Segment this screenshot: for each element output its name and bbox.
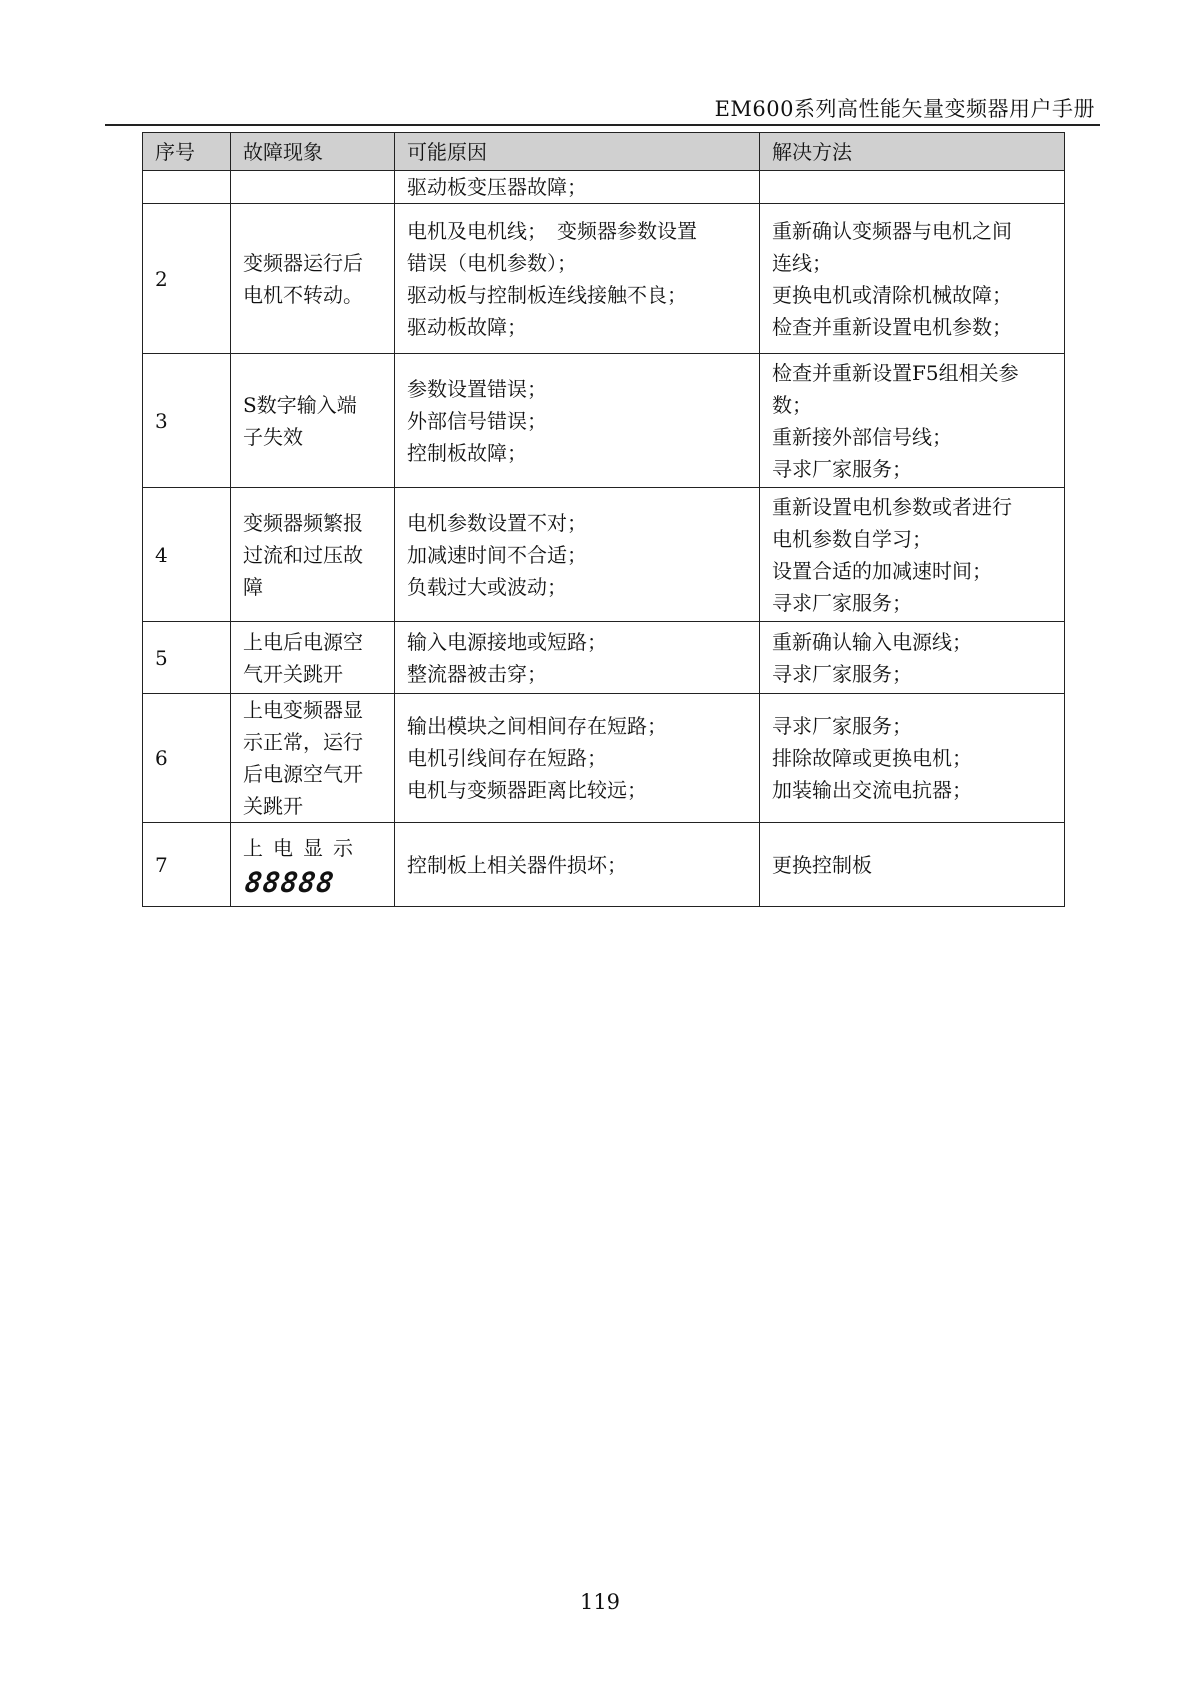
solution-line: 更换控制板 xyxy=(772,852,872,877)
col-header-no: 序号 xyxy=(143,133,231,171)
row-symptom xyxy=(231,354,395,488)
row-solutions xyxy=(760,171,1065,204)
manual-title: EM600系列高性能矢量变频器用户手册 xyxy=(714,97,1095,121)
solution-line: 数； xyxy=(772,392,812,417)
table-row xyxy=(143,354,1065,488)
cause-line: 输出模块之间相间存在短路； xyxy=(407,714,667,738)
symptom-line: 上电显示 xyxy=(243,835,363,860)
solution-line: 寻求厂家服务； xyxy=(772,661,912,686)
table-row xyxy=(143,488,1065,622)
row-causes xyxy=(395,694,760,823)
cause-line: 控制板上相关器件损坏； xyxy=(407,852,627,877)
seven-segment-display: 88888 xyxy=(242,865,337,899)
symptom-line: 变频器频繁报 xyxy=(243,510,363,535)
cause-line: 电机与变频器距离比较远； xyxy=(407,778,647,802)
col-header-causes: 可能原因 xyxy=(395,133,760,171)
table-row xyxy=(143,823,1065,907)
row-solutions xyxy=(760,694,1065,823)
symptom-line: 过流和过压故 xyxy=(243,542,363,567)
symptom-line: 电机不转动。 xyxy=(243,282,363,307)
solution-line: 更换电机或清除机械故障； xyxy=(772,282,1012,307)
row-symptom xyxy=(231,204,395,354)
row-no: 4 xyxy=(143,488,231,622)
solution-line: 寻求厂家服务； xyxy=(772,590,912,615)
table-row xyxy=(143,622,1065,694)
symptom-line: 上电后电源空 xyxy=(243,629,363,654)
solution-line: 重新设置电机参数或者进行 xyxy=(772,494,1012,519)
symptom-line: 障 xyxy=(243,574,263,599)
solution-line: 排除故障或更换电机； xyxy=(772,746,972,770)
solution-line: 重新接外部信号线； xyxy=(772,424,952,449)
cause-line: 驱动板变压器故障； xyxy=(407,175,587,199)
row-solutions xyxy=(760,204,1065,354)
symptom-line: 变频器运行后 xyxy=(243,250,363,275)
row-solutions xyxy=(760,354,1065,488)
row-no xyxy=(143,171,231,204)
symptom-line: 子失效 xyxy=(243,424,303,449)
solution-line: 寻求厂家服务； xyxy=(772,714,912,738)
row-solutions xyxy=(760,622,1065,694)
cause-line: 驱动板故障； xyxy=(407,314,527,339)
header-divider xyxy=(105,124,1100,126)
row-symptom xyxy=(231,622,395,694)
symptom-line: 后电源空气开 xyxy=(243,762,363,786)
solution-line: 寻求厂家服务； xyxy=(772,456,912,481)
solution-line: 连线； xyxy=(772,250,832,275)
cause-line: 控制板故障； xyxy=(407,440,527,465)
cause-line: 驱动板与控制板连线接触不良； xyxy=(407,282,687,307)
row-symptom xyxy=(231,694,395,823)
cause-line: 外部信号错误； xyxy=(407,408,547,433)
row-causes xyxy=(395,171,760,204)
symptom-line: 上电变频器显 xyxy=(243,698,363,722)
row-no: 2 xyxy=(143,204,231,354)
cause-line: 电机及电机线； 变频器参数设置 xyxy=(407,218,697,243)
row-symptom xyxy=(231,823,395,907)
row-symptom xyxy=(231,171,395,204)
solution-line: 检查并重新设置F5组相关参 xyxy=(772,360,1019,385)
cause-line: 负载过大或波动； xyxy=(407,574,567,599)
row-solutions xyxy=(760,488,1065,622)
solution-line: 重新确认输入电源线； xyxy=(772,629,972,654)
page-number: 119 xyxy=(579,1590,621,1614)
solution-line: 设置合适的加减速时间； xyxy=(772,558,992,583)
col-header-solutions: 解决方法 xyxy=(760,133,1065,171)
row-no: 5 xyxy=(143,622,231,694)
cause-line: 错误（电机参数）； xyxy=(407,250,577,275)
solution-line: 重新确认变频器与电机之间 xyxy=(772,218,1012,243)
cause-line: 电机引线间存在短路； xyxy=(407,746,607,770)
row-causes xyxy=(395,204,760,354)
cause-line: 参数设置错误； xyxy=(407,376,547,401)
symptom-line: 气开关跳开 xyxy=(243,661,343,686)
row-causes xyxy=(395,823,760,907)
table-row xyxy=(143,204,1065,354)
row-no: 7 xyxy=(143,823,231,907)
table-header-row xyxy=(143,133,1065,171)
row-no: 6 xyxy=(143,694,231,823)
row-causes xyxy=(395,354,760,488)
cause-line: 整流器被击穿； xyxy=(407,661,547,686)
row-causes xyxy=(395,488,760,622)
solution-line: 电机参数自学习； xyxy=(772,526,932,551)
table-row xyxy=(143,171,1065,204)
col-header-symptom: 故障现象 xyxy=(231,133,395,171)
cause-line: 输入电源接地或短路； xyxy=(407,629,607,654)
row-solutions xyxy=(760,823,1065,907)
solution-line: 加装输出交流电抗器； xyxy=(772,778,972,802)
row-no: 3 xyxy=(143,354,231,488)
solution-line: 检查并重新设置电机参数； xyxy=(772,314,1012,339)
row-causes xyxy=(395,622,760,694)
cause-line: 电机参数设置不对； xyxy=(407,510,587,535)
symptom-line: 示正常，运行 xyxy=(243,730,363,754)
row-symptom xyxy=(231,488,395,622)
symptom-line: S数字输入端 xyxy=(243,392,357,417)
cause-line: 加减速时间不合适； xyxy=(407,542,587,567)
symptom-line: 关跳开 xyxy=(243,794,303,818)
table-row xyxy=(143,694,1065,823)
fault-table xyxy=(142,132,1065,907)
